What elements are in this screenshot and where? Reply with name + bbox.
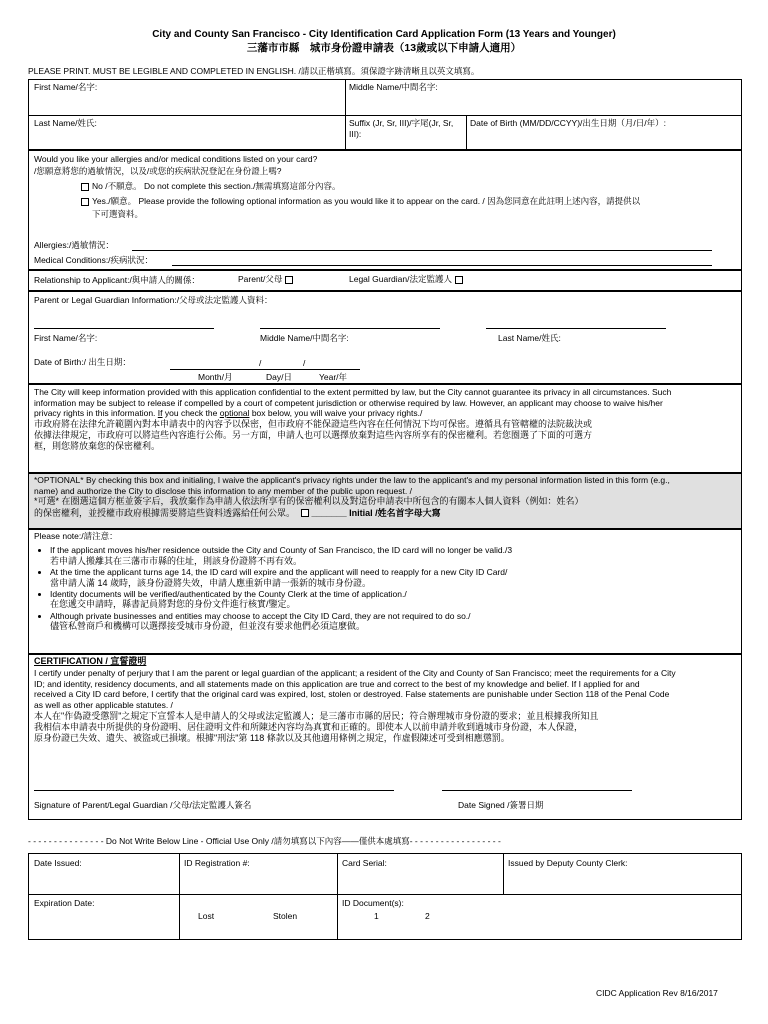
issued-by-cell: Issued by Deputy County Clerk:: [508, 858, 628, 868]
parent-first-name[interactable]: First Name/名字:: [34, 333, 98, 343]
notes-list: [34, 545, 734, 633]
expiration-cell: Expiration Date:: [34, 898, 95, 908]
certification-heading: CERTIFICATION / 宣誓證明: [34, 656, 147, 666]
year-label: Year/年: [319, 372, 348, 382]
medical-no-option[interactable]: [78, 181, 340, 192]
note-item: • At the time the applicant turns age 14, the ID card will expire and the applicant will need to reapply for a new City ID Card/ 當申請人滿 14 歲時，該身份證將失效，申請人應重新申請一張新的城市身份證。: [50, 567, 734, 589]
optional-waiver-checkbox[interactable]: [301, 509, 309, 517]
yes-checkbox[interactable]: [81, 198, 89, 206]
allergies-line[interactable]: [132, 250, 712, 251]
conditions-line[interactable]: [172, 265, 712, 266]
middle-name-field[interactable]: Middle Name/中間名字:: [349, 82, 438, 92]
no-checkbox[interactable]: [81, 183, 89, 191]
parent-label: Parent/父母: [238, 274, 283, 284]
note-item: • Identity documents will be verified/authenticated by the County Clerk at the time of application./ 在您遞交申請時，縣書記員將對您的身份文件進行核實/鑒定。: [50, 589, 734, 611]
doc-1-label: 1: [374, 911, 379, 921]
doc-2-label: 2: [425, 911, 430, 921]
signature-line[interactable]: [34, 790, 394, 791]
date-issued-cell: Date Issued:: [34, 858, 82, 868]
print-instructions: PLEASE PRINT. MUST BE LEGIBLE AND COMPLETED IN ENGLISH. /請以正楷填寫。須保證字跡清晰且以英文填寫。: [28, 66, 480, 76]
first-name-field[interactable]: First Name/名字:: [34, 82, 98, 92]
lost-label: Lost: [198, 911, 215, 921]
allergies-label: Allergies:/過敏情況：: [34, 240, 114, 250]
form-title-en: City and County San Francisco - City Identification Card Application Form (13 Years and Younger): [152, 29, 616, 40]
suffix-field[interactable]: Suffix (Jr, Sr, III)/字尾(Jr, Sr, III):: [349, 118, 454, 139]
signature-label: Signature of Parent/Legal Guardian /父母/法定監護人簽名: [34, 800, 252, 810]
parent-last-name[interactable]: Last Name/姓氏:: [498, 333, 561, 343]
parent-dob-line[interactable]: [170, 369, 360, 370]
guardian-option[interactable]: [349, 274, 466, 285]
last-name-field[interactable]: Last Name/姓氏:: [34, 118, 97, 128]
parent-middle-name[interactable]: Middle Name/中間名字:: [260, 333, 349, 343]
medical-yes-option[interactable]: [78, 196, 640, 207]
yes-option-label: Yes./願意。 Please provide the following optional information as you would like it to appear on the card. / 因為您同意在此註明上述內容，請提供以: [92, 196, 641, 206]
dob-field[interactable]: Date of Birth (MM/DD/CCYY)/出生日期（月/日/年）:: [470, 118, 666, 128]
note-item: • Although private businesses and entities may choose to accept the City ID Card, they are not required to do so./ 儘管私營商戶和機構可以選擇接受城市身份證，但並沒有要求他們必須這麼做。: [50, 611, 734, 633]
parent-info-heading: Parent or Legal Guardian Information:/父母或法定監護人資料：: [34, 295, 273, 305]
guardian-label: Legal Guardian/法定監護人: [349, 274, 452, 284]
dob-slash-2: /: [303, 358, 306, 368]
note-item: • If the applicant moves his/her residence outside the City and County of San Francisco, the ID card will no longer be valid./3 若申請人搬離其在三藩市市縣的住址，則該身份證將不再有效。: [50, 545, 734, 567]
medical-question-zh: /您願意將您的過敏情況，以及/或您的疾病狀況登記在身份證上嗎?: [34, 166, 282, 176]
date-signed-line[interactable]: [442, 790, 632, 791]
optional-waiver-text: *OPTIONAL* By checking this box and initialing, I waive the applicant's privacy rights under the law to the applicant's and my personal information listed in this form (e.g., name) and authorize the City to disclose this information to any member of the public upon request. / *可選* 在圈選這個方框並簽字后，我放棄作為申請人依法所享有的保密權利以及對這份申請表中所包含的有關本人個人資料（例如：姓名） 的保密權利，並授權市政府根據需要將這些資料透露給任何公眾。 _______ Initial /姓名首字母大寫: [34, 475, 670, 518]
id-documents-cell: ID Document(s):: [342, 898, 404, 908]
medical-question-en: Would you like your allergies and/or medical conditions listed on your card?: [34, 154, 318, 164]
month-label: Month/月: [198, 372, 233, 382]
day-label: Day/日: [266, 372, 292, 382]
parent-dob-label: Date of Birth:/ 出生日期：: [34, 357, 131, 367]
parent-checkbox[interactable]: [285, 276, 293, 284]
form-title-zh: 三藩市市縣 城市身份證申請表（13歲或以下申請人適用）: [246, 42, 522, 54]
guardian-checkbox[interactable]: [455, 276, 463, 284]
certification-text: I certify under penalty of perjury that I am the parent or legal guardian of the applicant; a resident of the City and County of San Francisco; meet the requirements for a City ID; and identity, residency documents, and all statements made on this application are true and correct to the best of my knowledge and belief. If I applied for and received a City ID card before, I certify that the original card was expired, lost, stolen or destroyed. False statements are punishable under Section 118 of the Penal Code as well as other applicable statutes. / 本人在"作偽證受懲罰"之規定下宣誓本人是申請人的父母或法定監護人；是三藩市市縣的居民；符合辦理城市身份證的要求；並且根據我所知且 我相信本申請表中所提供的身份證明、居住證明文件和所陳述內容均為真實和正確的。即使本人以前申請并收到過城市身份證，本人保證， 原身份證已失效、遺失、被盜或已損壞。根據"刑法"第 118 條款以及其他適用條例之規定，作虛假陳述可受到相應懲罰。: [34, 668, 676, 743]
revision-footer: CIDC Application Rev 8/16/2017: [596, 988, 718, 998]
official-use-divider: - - - - - - - - - - - - - - - Do Not Write Below Line - Official Use Only /請勿填寫以下內容——僅供本處填寫- - - - - - - - - - - - - - - - - -: [28, 836, 501, 846]
no-option-label: No /不願意。 Do not complete this section./無需填寫這部分內容。: [92, 181, 341, 191]
date-signed-label: Date Signed /簽署日期: [458, 800, 544, 810]
yes-option-label-cont: 下可選資料。: [92, 209, 144, 219]
card-serial-cell: Card Serial:: [342, 858, 387, 868]
parent-option[interactable]: [238, 274, 296, 285]
dob-slash-1: /: [259, 358, 262, 368]
conditions-label: Medical Conditions:/疾病狀況：: [34, 255, 154, 265]
initial-field[interactable]: _______ Initial /姓名首字母大寫: [311, 507, 441, 518]
id-registration-cell: ID Registration #:: [184, 858, 250, 868]
relationship-label: Relationship to Applicant:/與申請人的關係：: [34, 275, 200, 285]
stolen-label: Stolen: [273, 911, 298, 921]
privacy-text: The City will keep information provided with this application confidential to the extent permitted by law, but the City cannot guarantee its privacy in all circumstances. Such information may be subject to release if compelled by a court of competent jurisdiction or otherwise required by law. However, an applicant may choose to waive his/her privacy rights in this information. If you check the optional box below, you will waive your privacy rights./ 市政府將在法律允許範圍內對本申請表中的內容予以保密，但市政府不能保證這些內容在任何情況下均可保密。遵循具有管轄權的法院裁決或 依據法律規定，市政府可以將這些內容進行公佈。另一方面，申請人也可以選擇放棄對這些內容所享有的保密權利。若您圈選了下面的可選方 框，則您將放棄您的保密權利。: [34, 387, 672, 452]
notes-heading: Please note:/請注意：: [34, 531, 118, 541]
